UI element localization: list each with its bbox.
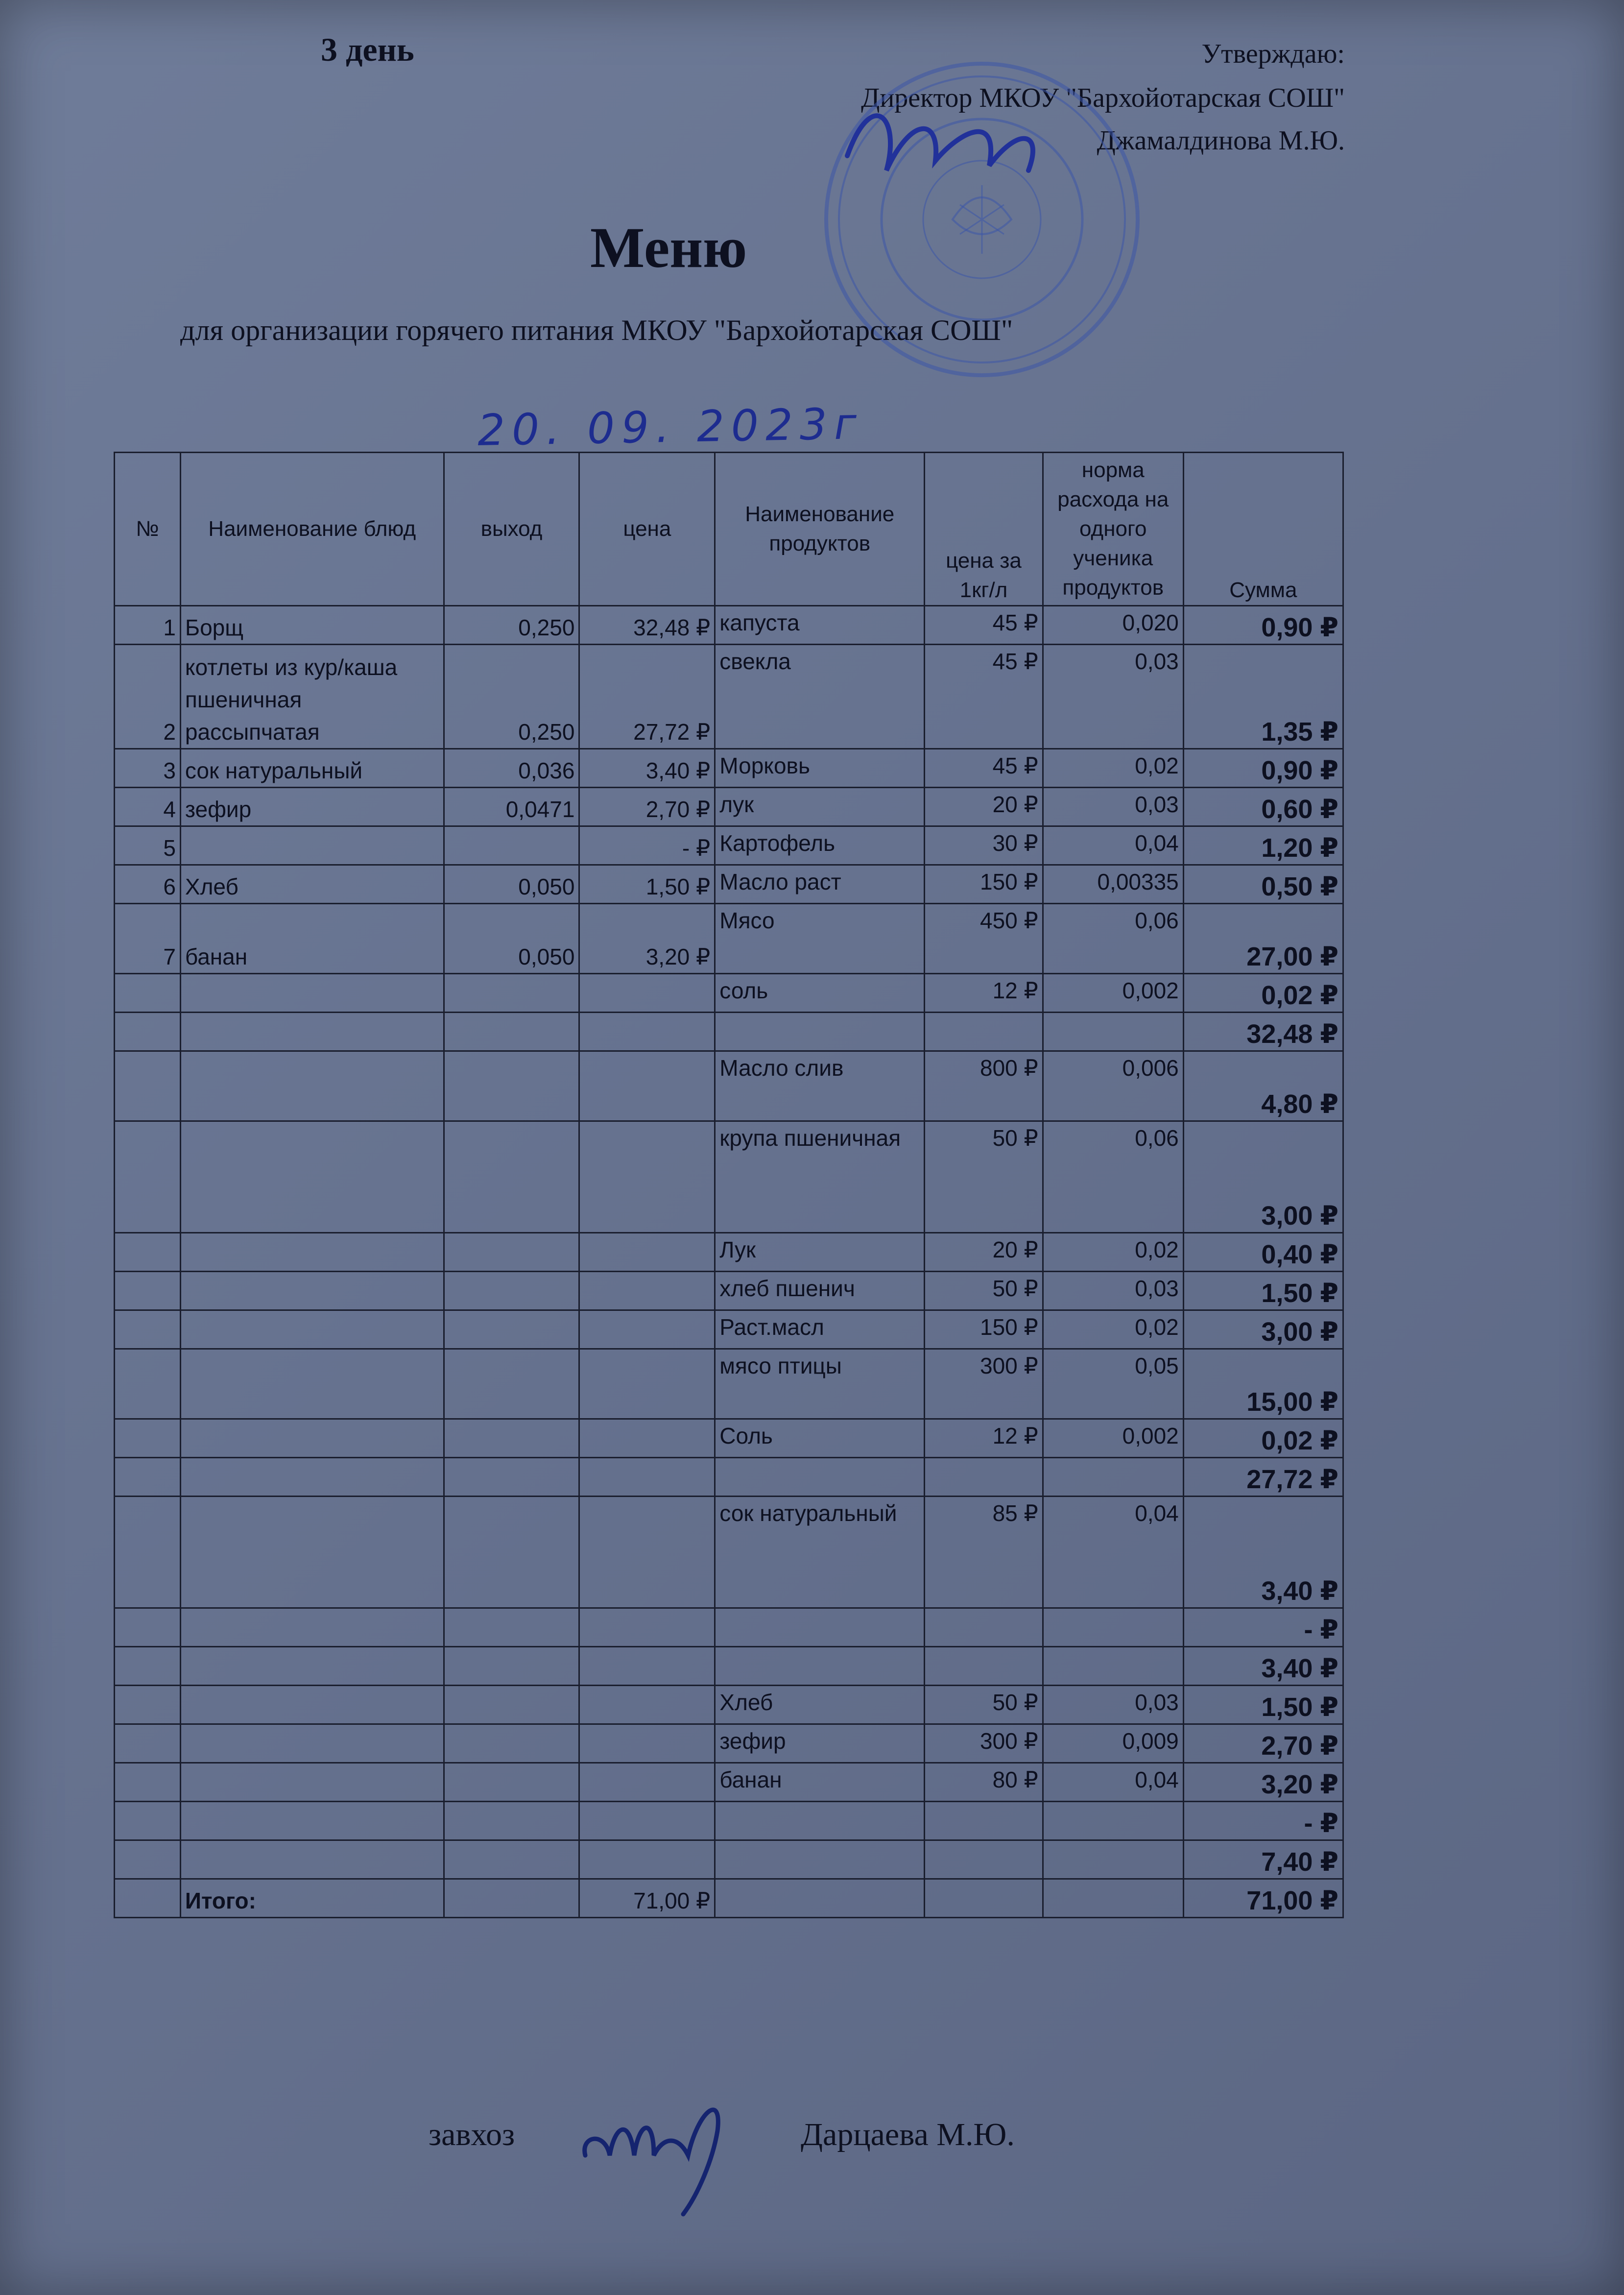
dish-price	[579, 1497, 715, 1608]
table-row	[115, 1497, 1343, 1608]
menu-table	[114, 452, 1344, 1918]
product-name: мясо птицы	[715, 1349, 925, 1419]
row-sum: 3,40 ₽	[1183, 1497, 1343, 1608]
dish-price: 32,48 ₽	[579, 606, 715, 645]
product-norm: 0,02	[1043, 749, 1183, 788]
product-name: соль	[715, 974, 925, 1013]
product-price: 50 ₽	[925, 1686, 1043, 1724]
row-num	[115, 1419, 181, 1458]
dish-price	[579, 1458, 715, 1497]
dish-name	[180, 1724, 444, 1763]
product-norm: 0,020	[1043, 606, 1183, 645]
dish-name	[180, 1013, 444, 1051]
product-name: Масло слив	[715, 1051, 925, 1121]
table-row	[115, 1840, 1343, 1879]
dish-name	[180, 1608, 444, 1647]
product-norm: 0,04	[1043, 1497, 1183, 1608]
product-norm: 0,009	[1043, 1724, 1183, 1763]
dish-name	[180, 1419, 444, 1458]
row-num	[115, 1724, 181, 1763]
product-norm	[1043, 1840, 1183, 1879]
col-header-yield: выход	[444, 453, 579, 606]
product-norm: 0,03	[1043, 1272, 1183, 1310]
table-row	[115, 1121, 1343, 1233]
product-price: 150 ₽	[925, 1310, 1043, 1349]
product-price: 85 ₽	[925, 1497, 1043, 1608]
dish-name	[180, 826, 444, 865]
table-row	[115, 1233, 1343, 1272]
table-row	[115, 974, 1343, 1013]
dish-price	[579, 1802, 715, 1840]
dish-name: Хлеб	[180, 865, 444, 904]
product-norm: 0,002	[1043, 1419, 1183, 1458]
row-num	[115, 1051, 181, 1121]
product-price: 45 ₽	[925, 645, 1043, 749]
product-price	[925, 1458, 1043, 1497]
row-num: 7	[115, 904, 181, 974]
dish-name	[180, 1647, 444, 1686]
product-norm: 0,02	[1043, 1233, 1183, 1272]
product-norm: 0,06	[1043, 1121, 1183, 1233]
row-num	[115, 1233, 181, 1272]
row-sum: 1,35 ₽	[1183, 645, 1343, 749]
product-price: 50 ₽	[925, 1121, 1043, 1233]
product-name: зефир	[715, 1724, 925, 1763]
product-norm: 0,002	[1043, 974, 1183, 1013]
col-header-sum: Сумма	[1183, 453, 1343, 606]
row-num: 1	[115, 606, 181, 645]
day-label: 3 день	[321, 31, 414, 68]
dish-yield	[444, 974, 579, 1013]
dish-yield: 0,036	[444, 749, 579, 788]
dish-price	[579, 1763, 715, 1802]
row-num	[115, 1458, 181, 1497]
product-name: банан	[715, 1763, 925, 1802]
product-price: 80 ₽	[925, 1763, 1043, 1802]
col-header-dish: Наименование блюд	[180, 453, 444, 606]
product-name	[715, 1840, 925, 1879]
product-norm: 0,06	[1043, 904, 1183, 974]
dish-name	[180, 1121, 444, 1233]
dish-yield	[444, 1013, 579, 1051]
dish-yield	[444, 1121, 579, 1233]
dish-yield	[444, 1051, 579, 1121]
dish-name	[180, 974, 444, 1013]
signer-name: Дарцаева М.Ю.	[801, 2117, 1015, 2152]
product-name: свекла	[715, 645, 925, 749]
row-sum: 2,70 ₽	[1183, 1724, 1343, 1763]
director-title: Директор МКОУ "Бархойотарская СОШ"	[861, 83, 1345, 113]
dish-price	[579, 1051, 715, 1121]
product-name: хлеб пшенич	[715, 1272, 925, 1310]
dish-name	[180, 1458, 444, 1497]
product-name: Лук	[715, 1233, 925, 1272]
dish-price	[579, 1272, 715, 1310]
dish-price	[579, 974, 715, 1013]
product-price: 300 ₽	[925, 1724, 1043, 1763]
dish-name: банан	[180, 904, 444, 974]
row-num	[115, 1272, 181, 1310]
dish-price	[579, 1310, 715, 1349]
product-name: Хлеб	[715, 1686, 925, 1724]
dish-yield: 0,050	[444, 904, 579, 974]
dish-name	[180, 1802, 444, 1840]
col-header-product: Наименование продуктов	[715, 453, 925, 606]
row-sum: 32,48 ₽	[1183, 1013, 1343, 1051]
col-header-price-kg: цена за 1кг/л	[925, 453, 1043, 606]
dish-yield: 0,0471	[444, 788, 579, 826]
dish-price: 1,50 ₽	[579, 865, 715, 904]
dish-price	[579, 1724, 715, 1763]
handwritten-signature	[575, 2082, 752, 2219]
product-name: капуста	[715, 606, 925, 645]
row-num	[115, 1310, 181, 1349]
product-price: 30 ₽	[925, 826, 1043, 865]
table-row	[115, 1802, 1343, 1840]
row-num	[115, 1763, 181, 1802]
dish-name	[180, 1840, 444, 1879]
table-row	[115, 1458, 1343, 1497]
product-norm: 0,02	[1043, 1310, 1183, 1349]
product-name	[715, 1802, 925, 1840]
product-name	[715, 1647, 925, 1686]
product-norm	[1043, 1458, 1183, 1497]
dish-name	[180, 1349, 444, 1419]
product-price: 45 ₽	[925, 749, 1043, 788]
table-row	[115, 1647, 1343, 1686]
table-row	[115, 1051, 1343, 1121]
product-price	[925, 1013, 1043, 1051]
row-num	[115, 974, 181, 1013]
row-num	[115, 1013, 181, 1051]
row-num: 2	[115, 645, 181, 749]
row-sum: 1,50 ₽	[1183, 1272, 1343, 1310]
product-price: 12 ₽	[925, 974, 1043, 1013]
product-name: Мясо	[715, 904, 925, 974]
dish-yield	[444, 1840, 579, 1879]
product-price	[925, 1608, 1043, 1647]
product-price: 20 ₽	[925, 788, 1043, 826]
dish-name	[180, 1272, 444, 1310]
dish-price	[579, 1233, 715, 1272]
dish-yield	[444, 1497, 579, 1608]
dish-yield	[444, 1763, 579, 1802]
product-price: 50 ₽	[925, 1272, 1043, 1310]
table-row	[115, 904, 1343, 974]
dish-price	[579, 1013, 715, 1051]
dish-yield	[444, 1272, 579, 1310]
dish-name	[180, 1051, 444, 1121]
dish-yield	[444, 1233, 579, 1272]
product-norm: 0,03	[1043, 645, 1183, 749]
total-label: Итого:	[180, 1879, 444, 1918]
product-price: 45 ₽	[925, 606, 1043, 645]
product-name: Морковь	[715, 749, 925, 788]
row-sum: 3,00 ₽	[1183, 1121, 1343, 1233]
total-price: 71,00 ₽	[579, 1879, 715, 1918]
product-price: 20 ₽	[925, 1233, 1043, 1272]
product-price	[925, 1647, 1043, 1686]
product-norm: 0,00335	[1043, 865, 1183, 904]
product-price: 800 ₽	[925, 1051, 1043, 1121]
signer-role: завхоз	[429, 2117, 515, 2152]
table-row	[115, 788, 1343, 826]
dish-name	[180, 1497, 444, 1608]
dish-yield	[444, 1802, 579, 1840]
product-price: 12 ₽	[925, 1419, 1043, 1458]
product-norm: 0,006	[1043, 1051, 1183, 1121]
dish-name: Борщ	[180, 606, 444, 645]
row-sum: 0,50 ₽	[1183, 865, 1343, 904]
row-sum: 0,40 ₽	[1183, 1233, 1343, 1272]
row-sum: - ₽	[1183, 1802, 1343, 1840]
row-sum: 3,40 ₽	[1183, 1647, 1343, 1686]
table-row	[115, 1608, 1343, 1647]
product-price: 150 ₽	[925, 865, 1043, 904]
row-num	[115, 1647, 181, 1686]
dish-price: 3,20 ₽	[579, 904, 715, 974]
table-row	[115, 1272, 1343, 1310]
dish-name: сок натуральный	[180, 749, 444, 788]
table-row	[115, 1724, 1343, 1763]
table-row	[115, 645, 1343, 749]
product-norm	[1043, 1647, 1183, 1686]
dish-price	[579, 1349, 715, 1419]
dish-price	[579, 1419, 715, 1458]
table-row	[115, 1310, 1343, 1349]
dish-price: 2,70 ₽	[579, 788, 715, 826]
row-num	[115, 1608, 181, 1647]
col-header-price: цена	[579, 453, 715, 606]
table-row	[115, 865, 1343, 904]
dish-name	[180, 1686, 444, 1724]
product-name	[715, 1608, 925, 1647]
row-sum: 1,20 ₽	[1183, 826, 1343, 865]
product-name: крупа пшеничная	[715, 1121, 925, 1233]
product-name	[715, 1458, 925, 1497]
total-row	[115, 1879, 1343, 1918]
dish-price	[579, 1647, 715, 1686]
row-sum: 3,20 ₽	[1183, 1763, 1343, 1802]
row-num	[115, 1349, 181, 1419]
dish-price: 27,72 ₽	[579, 645, 715, 749]
product-name	[715, 1013, 925, 1051]
product-norm: 0,03	[1043, 1686, 1183, 1724]
dish-yield	[444, 1349, 579, 1419]
product-price	[925, 1840, 1043, 1879]
dish-name: котлеты из кур/каша пшеничная рассыпчатая	[180, 645, 444, 749]
product-name: сок натуральный	[715, 1497, 925, 1608]
product-norm: 0,05	[1043, 1349, 1183, 1419]
dish-price	[579, 1121, 715, 1233]
dish-yield	[444, 1724, 579, 1763]
table-row	[115, 1419, 1343, 1458]
dish-price	[579, 1840, 715, 1879]
row-num	[115, 1802, 181, 1840]
dish-yield	[444, 1647, 579, 1686]
product-norm: 0,04	[1043, 1763, 1183, 1802]
dish-yield	[444, 1458, 579, 1497]
product-norm: 0,03	[1043, 788, 1183, 826]
table-row	[115, 1013, 1343, 1051]
dish-name	[180, 1233, 444, 1272]
product-name: Масло раст	[715, 865, 925, 904]
table-row	[115, 1686, 1343, 1724]
product-norm: 0,04	[1043, 826, 1183, 865]
dish-name	[180, 1763, 444, 1802]
product-name: Соль	[715, 1419, 925, 1458]
product-price: 300 ₽	[925, 1349, 1043, 1419]
row-sum: 27,72 ₽	[1183, 1458, 1343, 1497]
table-row	[115, 749, 1343, 788]
row-sum: 0,90 ₽	[1183, 606, 1343, 645]
table-row	[115, 606, 1343, 645]
director-name: Джамалдинова М.Ю.	[1097, 125, 1345, 156]
row-num	[115, 1840, 181, 1879]
row-sum: 1,50 ₽	[1183, 1686, 1343, 1724]
row-num	[115, 1121, 181, 1233]
handwritten-date: 20. 09. 2023г	[477, 398, 864, 456]
dish-yield	[444, 1608, 579, 1647]
dish-price	[579, 1608, 715, 1647]
row-sum: 3,00 ₽	[1183, 1310, 1343, 1349]
dish-yield	[444, 1686, 579, 1724]
product-norm	[1043, 1802, 1183, 1840]
table-row	[115, 826, 1343, 865]
row-num: 6	[115, 865, 181, 904]
dish-price	[579, 1686, 715, 1724]
dish-yield	[444, 1310, 579, 1349]
col-header-norm: норма расхода на одного ученика продуктов	[1043, 453, 1183, 606]
page-subtitle: для организации горячего питания МКОУ "Бархойотарская СОШ"	[180, 314, 1013, 346]
approve-label: Утверждаю:	[1201, 39, 1345, 69]
dish-yield	[444, 1419, 579, 1458]
table-header-row	[115, 453, 1343, 606]
dish-price: 3,40 ₽	[579, 749, 715, 788]
row-num	[115, 1686, 181, 1724]
row-sum: 4,80 ₽	[1183, 1051, 1343, 1121]
product-name: Картофель	[715, 826, 925, 865]
row-sum: 15,00 ₽	[1183, 1349, 1343, 1419]
dish-yield: 0,250	[444, 645, 579, 749]
row-sum: 7,40 ₽	[1183, 1840, 1343, 1879]
dish-price: - ₽	[579, 826, 715, 865]
product-price	[925, 1802, 1043, 1840]
row-num	[115, 1497, 181, 1608]
product-price: 450 ₽	[925, 904, 1043, 974]
dish-yield: 0,050	[444, 865, 579, 904]
product-norm	[1043, 1013, 1183, 1051]
row-num: 4	[115, 788, 181, 826]
total-sum: 71,00 ₽	[1183, 1879, 1343, 1918]
col-header-num: №	[115, 453, 181, 606]
row-num: 5	[115, 826, 181, 865]
dish-name: зефир	[180, 788, 444, 826]
table-row	[115, 1763, 1343, 1802]
row-sum: 0,90 ₽	[1183, 749, 1343, 788]
table-row	[115, 1349, 1343, 1419]
row-sum: 0,02 ₽	[1183, 1419, 1343, 1458]
row-num: 3	[115, 749, 181, 788]
product-norm	[1043, 1608, 1183, 1647]
row-sum: - ₽	[1183, 1608, 1343, 1647]
row-sum: 0,60 ₽	[1183, 788, 1343, 826]
dish-name	[180, 1310, 444, 1349]
dish-yield	[444, 826, 579, 865]
page-title: Меню	[590, 216, 747, 280]
product-name: лук	[715, 788, 925, 826]
dish-yield: 0,250	[444, 606, 579, 645]
product-name: Раст.масл	[715, 1310, 925, 1349]
row-sum: 27,00 ₽	[1183, 904, 1343, 974]
row-sum: 0,02 ₽	[1183, 974, 1343, 1013]
